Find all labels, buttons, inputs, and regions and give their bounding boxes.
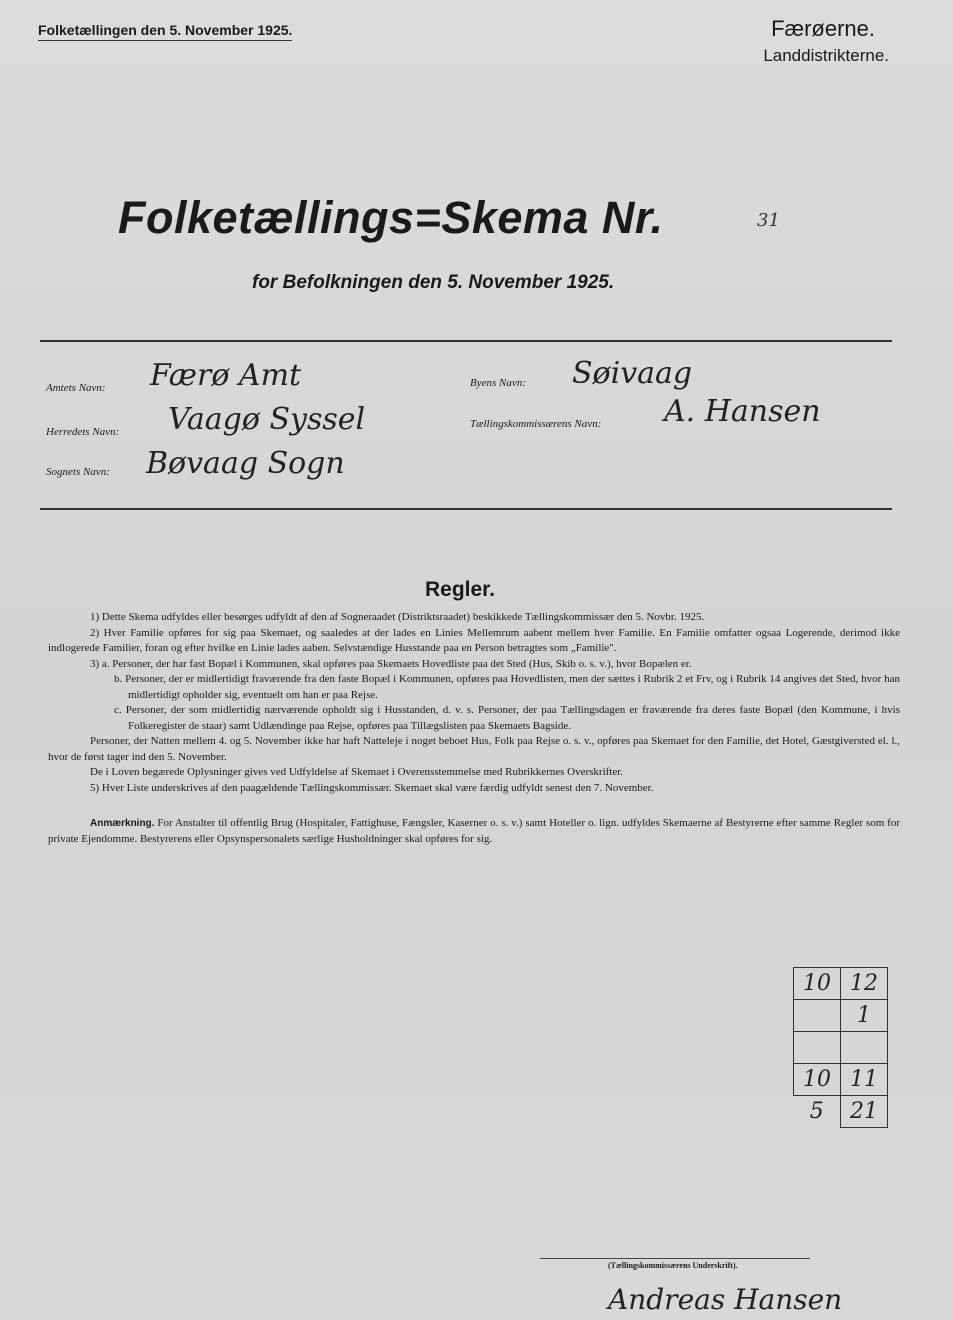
kommissaer-value: A. Hansen	[664, 394, 821, 429]
table-row	[794, 1032, 888, 1064]
rule-3c: c. Personer, der som midlertidig nærværende opholdt sig i Husstanden, d. v. s. Personer, der paa Tællingsdagen er fraværende fra deres faste Bopæl (den Kommune, i hvis Folkeregister de staar) samt Udlændinge paa Rejse, opføres paa Tillægslisten paa Skemaets Bagside.	[114, 704, 900, 732]
form-subtitle: for Befolkningen den 5. November 1925.	[252, 272, 615, 293]
region-header: Færøerne.	[771, 16, 875, 41]
signature: Andreas Hansen	[608, 1283, 843, 1316]
rule-1: 1) Dette Skema udfyldes eller besørges udfyldt af den af Sogneraadet (Distriktsraadet) beskikkede Tællingskommissær den 5. Novbr. 1925.	[90, 611, 705, 623]
district-header: Landdistrikterne.	[763, 46, 889, 65]
form-number: 31	[757, 210, 780, 231]
herred-label: Herredets Navn:	[46, 426, 120, 438]
annotation-text: For Anstalter til offentlig Brug (Hospitaler, Fattighuse, Fængsler, Kaserner o. s. v.) samt Hoteller o. lign. udfyldes Skemaerne af Bestyrerne efter samme Regler som for private Ejendomme. Bestyrerens eller Opsynspersonalets særlige Husholdninger skal opføres for sig.	[48, 817, 901, 845]
tally-cell: 10	[794, 1064, 841, 1096]
rule-3a: 3) a. Personer, der har fast Bopæl i Kommunen, skal opføres paa Skemaets Hovedliste paa det Sted (Hus, Skib o. s. v.), hvor Bopælen er.	[90, 657, 692, 670]
rules-text	[48, 610, 900, 847]
kommissaer-label: Tællingskommissærens Navn:	[470, 418, 602, 430]
signature-line	[540, 1258, 810, 1259]
tally-cell: 5	[809, 1099, 824, 1125]
amt-value: Færø Amt	[150, 358, 302, 393]
tally-cell	[794, 1000, 841, 1032]
rules-heading: Regler.	[425, 578, 496, 601]
rule-5: 5) Hver Liste underskrives af den paagældende Tællingskommissær. Skemaet skal være færdig udfyldt senest den 7. November.	[90, 781, 654, 794]
table-row	[794, 1064, 888, 1096]
tally-cell: 10	[794, 968, 841, 1000]
herred-value: Vaagø Syssel	[168, 402, 366, 437]
rule-3d: Personer, der Natten mellem 4. og 5. November ikke har haft Natteleje i noget beboet Hus, Folk paa Rejse o. s. v., opføres paa Skemaet for den Familie, det Hotel, Gæstgiversted el. l., hvor de først tager ind den 5. November.	[48, 735, 900, 763]
by-label: Byens Navn:	[470, 377, 526, 389]
annotation	[48, 816, 900, 847]
table-row	[794, 1000, 888, 1032]
tally-cell	[841, 1032, 888, 1064]
rule-2: 2) Hver Familie opføres for sig paa Skemaet, og saaledes at der lades en Linies Mellemrum aabent mellem hver Familie. En Familie omfatter ogsaa Logerende, derimod ikke indlogerede Familier, foran og efter hvilke en Linie lades aaben. Selvstændige Husstande paa en Person betragtes som „Familie".	[48, 626, 900, 654]
tally-table	[793, 967, 888, 1128]
tally-cell: 12	[841, 968, 888, 1000]
amt-label: Amtets Navn:	[46, 382, 106, 394]
tally-cell	[794, 1032, 841, 1064]
sogn-label: Sognets Navn:	[46, 466, 110, 478]
top-divider	[40, 340, 892, 342]
by-value: Søivaag	[572, 356, 693, 391]
census-date-header: Folketællingen den 5. November 1925.	[38, 22, 292, 41]
rule-4: De i Loven begærede Oplysninger gives ved Udfyldelse af Skemaet i Overensstemmelse med Rubrikkernes Overskrifter.	[90, 766, 624, 778]
rule-3b: b. Personer, der er midlertidigt fraværende fra den faste Bopæl i Kommunen, opføres paa Hovedlisten, men der sættes i Rubrik 2 et Frv, og i Rubrik 14 angives det Sted, hvor han midlertidigt opholder sig, eventuelt om han er paa Rejse.	[114, 673, 900, 701]
tally-cell: 11	[841, 1064, 888, 1096]
table-row	[794, 1096, 888, 1128]
sogn-value: Bøvaag Sogn	[146, 446, 345, 481]
annotation-label: Anmærkning.	[90, 818, 155, 829]
tally-cell: 21	[841, 1096, 888, 1128]
signature-caption: (Tællingskommissærens Underskrift).	[608, 1261, 738, 1270]
table-row	[794, 968, 888, 1000]
tally-cell: 1	[841, 1000, 888, 1032]
form-title: Folketællings=Skema Nr.	[118, 192, 664, 243]
bottom-divider	[40, 508, 892, 510]
